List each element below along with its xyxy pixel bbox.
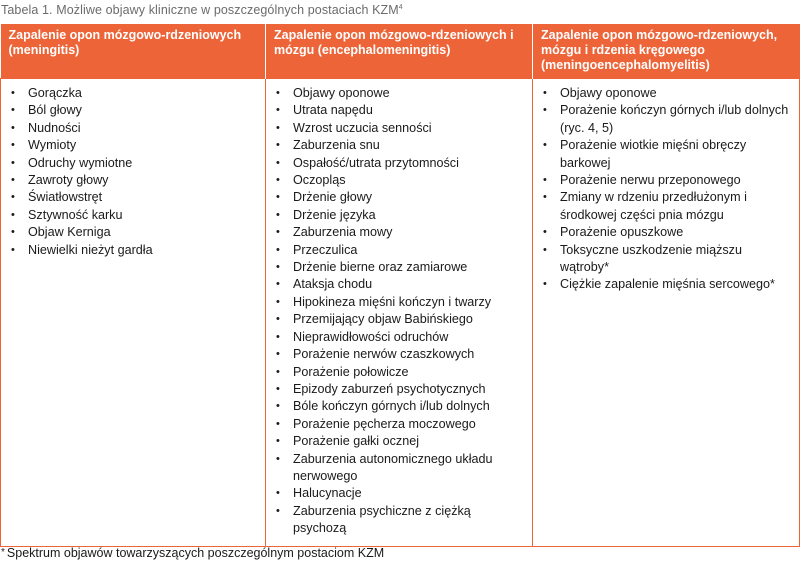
table-body-row [1, 79, 800, 547]
symptom-item: • Ospałość/utrata przytomności [274, 155, 524, 172]
header-meningoencephalomyelitis: Zapalenie opon mózgowo-rdzeniowych, mózgu i rdzenia kręgowego (meningoencephalomyelitis) [533, 24, 800, 79]
table-header-row [1, 24, 800, 79]
symptom-item: • Drżenie bierne oraz zamiarowe [274, 259, 524, 276]
footnote-text: Spektrum objawów towarzyszących poszczególnym postaciom KZM [6, 546, 385, 560]
symptom-item: • Sztywność karku [9, 207, 257, 224]
header-meningitis: Zapalenie opon mózgowo-rdzeniowych (meningitis) [1, 24, 266, 79]
symptom-item: • Przeczulica [274, 242, 524, 259]
symptom-item: • Halucynacje [274, 485, 524, 502]
symptom-item: • Objaw Kerniga [9, 224, 257, 241]
footnote [1, 546, 384, 560]
encephalomeningitis-cell [266, 79, 533, 547]
symptom-item: • Bóle kończyn górnych i/lub dolnych [274, 398, 524, 415]
symptom-item: • Nudności [9, 120, 257, 137]
symptom-item: • Ataksja chodu [274, 276, 524, 293]
symptom-item: • Porażenie nerwu przeponowego [541, 172, 791, 189]
caption-text: Tabela 1. Możliwe objawy kliniczne w poszczególnych postaciach KZM [1, 3, 399, 17]
symptom-item: • Porażenie nerwów czaszkowych [274, 346, 524, 363]
symptom-item: • Zaburzenia psychiczne z ciężką psychozą [274, 503, 524, 538]
symptom-item: • Ciężkie zapalenie mięśnia sercowego* [541, 276, 791, 293]
meningitis-symptom-list [9, 85, 257, 259]
encephalomeningitis-symptom-list [274, 85, 524, 538]
symptom-item: • Zaburzenia snu [274, 137, 524, 154]
meningoencephalomyelitis-symptom-list [541, 85, 791, 294]
symptom-item: • Objawy oponowe [541, 85, 791, 102]
symptom-item: • Zmiany w rdzeniu przedłużonym i środkowej części pnia mózgu [541, 189, 791, 224]
symptom-item: • Nieprawidłowości odruchów [274, 329, 524, 346]
symptom-item: • Toksyczne uszkodzenie miąższu wątroby* [541, 242, 791, 277]
symptom-item: • Wymioty [9, 137, 257, 154]
symptom-item: • Drżenie głowy [274, 189, 524, 206]
symptom-item: • Niewielki nieżyt gardła [9, 242, 257, 259]
header-encephalomeningitis: Zapalenie opon mózgowo-rdzeniowych i mózgu (encephalomeningitis) [266, 24, 533, 79]
symptom-item: • Oczopląs [274, 172, 524, 189]
meningitis-cell [1, 79, 266, 547]
symptom-item: • Porażenie pęcherza moczowego [274, 416, 524, 433]
meningoencephalomyelitis-cell [533, 79, 800, 547]
symptom-item: • Drżenie języka [274, 207, 524, 224]
symptom-item: • Porażenie kończyn górnych i/lub dolnych (ryc. 4, 5) [541, 102, 791, 137]
symptom-item: • Porażenie połowicze [274, 364, 524, 381]
symptom-item: • Hipokineza mięśni kończyn i twarzy [274, 294, 524, 311]
symptom-item: • Zawroty głowy [9, 172, 257, 189]
symptom-item: • Porażenie wiotkie mięśni obręczy barkowej [541, 137, 791, 172]
symptom-item: • Gorączka [9, 85, 257, 102]
symptom-item: • Wzrost uczucia senności [274, 120, 524, 137]
caption-reference: 4 [398, 4, 403, 11]
symptom-item: • Zaburzenia mowy [274, 224, 524, 241]
symptom-item: • Objawy oponowe [274, 85, 524, 102]
footnote-marker: * [1, 547, 5, 558]
symptoms-table [0, 24, 800, 547]
symptom-item: • Utrata napędu [274, 102, 524, 119]
symptom-item: • Odruchy wymiotne [9, 155, 257, 172]
symptom-item: • Ból głowy [9, 102, 257, 119]
symptom-item: • Zaburzenia autonomicznego układu nerwowego [274, 451, 524, 486]
symptom-item: • Światłowstręt [9, 189, 257, 206]
table-caption [1, 3, 403, 17]
symptom-item: • Porażenie opuszkowe [541, 224, 791, 241]
symptom-item: • Epizody zaburzeń psychotycznych [274, 381, 524, 398]
symptom-item: • Porażenie gałki ocznej [274, 433, 524, 450]
symptom-item: • Przemijający objaw Babińskiego [274, 311, 524, 328]
